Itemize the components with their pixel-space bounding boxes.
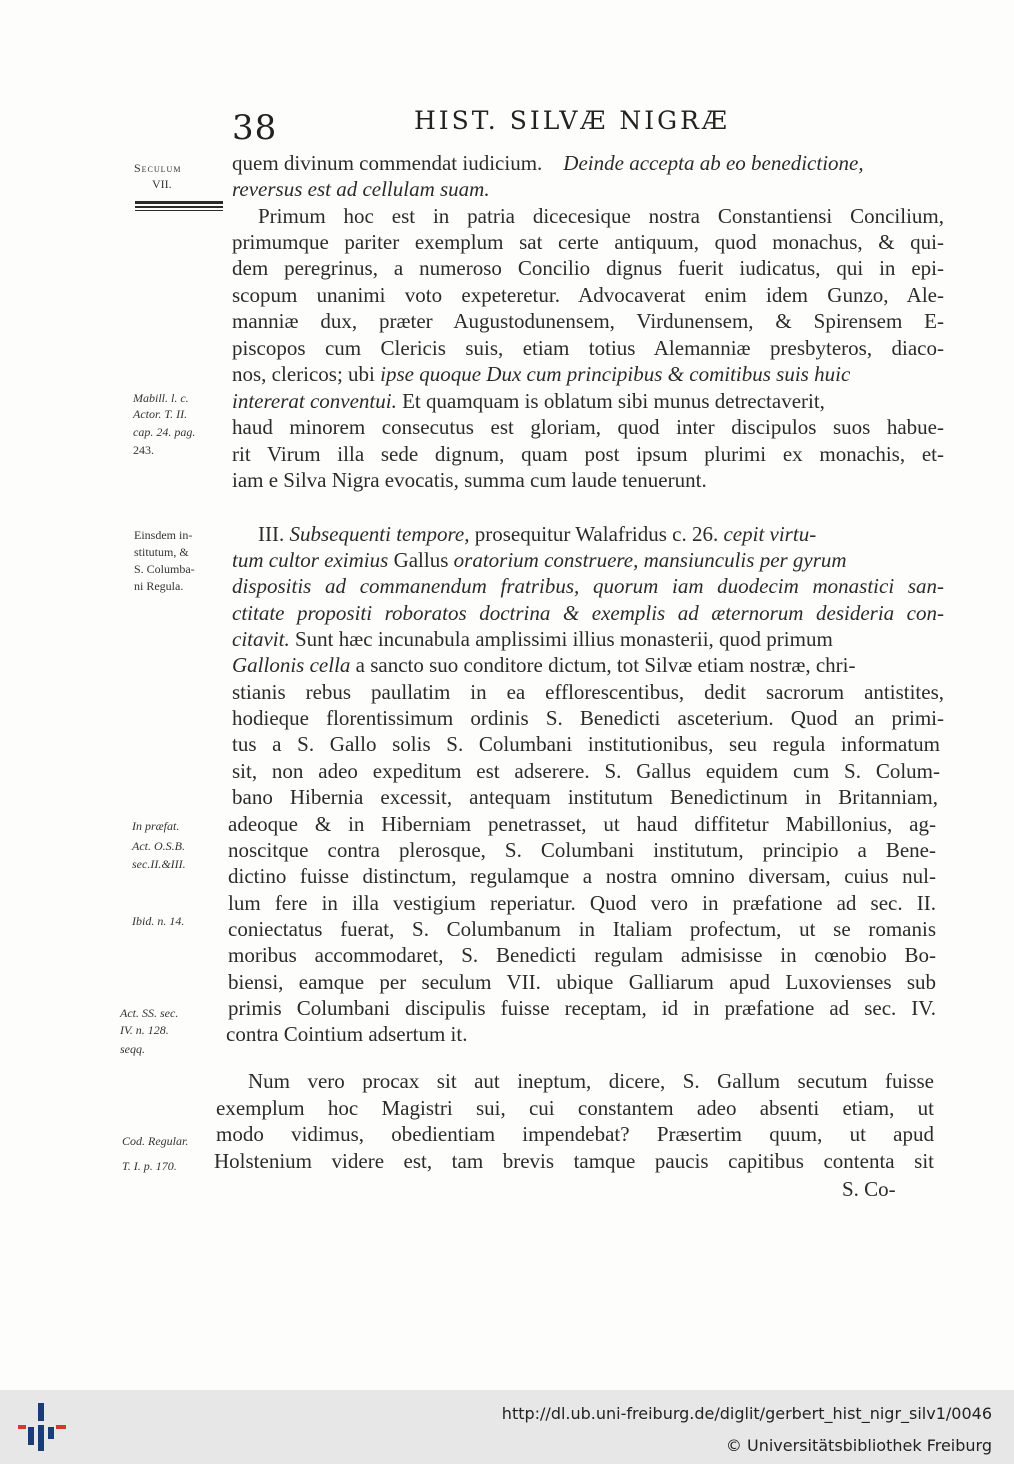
margin-note: Act. O.S.B. <box>132 839 185 853</box>
text-line: Gallonis cella a sancto suo conditore dictum, tot Silvæ etiam nostræ, chri- <box>232 653 856 677</box>
text-line: piscopos cum Clericis suis, etiam totius Alemanniæ presbyteros, diaco- <box>232 336 944 360</box>
text-line: biensi, eamque per seculum VII. ubique Galliarum apud Luxovienses sub <box>228 970 936 994</box>
text-line: tum cultor eximius Gallus oratorium construere, mansiunculis per gyrum <box>232 548 847 572</box>
margin-note: sec.II.&III. <box>132 857 186 871</box>
margin-seculum: Seculum <box>134 161 182 175</box>
margin-note: ni Regula. <box>134 579 184 593</box>
ub-freiburg-logo-icon <box>18 1403 66 1451</box>
margin-note: T. I. p. 170. <box>122 1159 177 1173</box>
margin-note: Act. SS. sec. <box>120 1006 179 1020</box>
margin-note: Actor. T. II. <box>133 407 188 421</box>
text-line: intererat conventui. Et quamquam is oblatum sibi munus detrectaverit, <box>232 389 825 413</box>
margin-note: stitutum, & <box>134 545 189 559</box>
running-title: HIST. SILVÆ NIGRÆ <box>414 106 730 135</box>
margin-note: Ibid. n. 14. <box>132 914 185 928</box>
text-line: primumque pariter exemplum sat certe antiquum, quod monachus, & qui- <box>232 230 944 254</box>
margin-rule <box>135 201 223 204</box>
text-line: stianis rebus paullatim in ea efflorescentibus, dedit sacrorum antistites, <box>232 680 944 704</box>
text-line: dictino fuisse distinctum, regulamque a nostra omnino diversam, cuius nul- <box>228 864 936 888</box>
margin-rule <box>135 210 223 211</box>
margin-note: cap. 24. pag. <box>133 425 196 439</box>
source-url-link[interactable]: http://dl.ub.uni-freiburg.de/diglit/gerbert_hist_nigr_silv1/0046 <box>501 1404 992 1423</box>
text-line: moribus accommodaret, S. Benedicti regulam admisisse in cœnobio Bo- <box>228 943 936 967</box>
text-line: noscitque contra plerosque, S. Columbani institutum, principio a Bene- <box>228 838 936 862</box>
text-line: Num vero procax sit aut ineptum, dicere, S. Gallum secutum fuisse <box>248 1069 934 1093</box>
text-line: sit, non adeo expeditum est adserere. S. Gallus equidem cum S. Colum- <box>232 759 940 783</box>
page-number: 38 <box>232 108 278 148</box>
margin-note: S. Columba- <box>134 562 195 576</box>
text-line: scopum unanimi voto expeteretur. Advocaverat enim idem Gunzo, Ale- <box>232 283 944 307</box>
margin-note: Mabill. l. c. <box>133 391 189 405</box>
text-line: quem divinum commendat iudicium. Deinde accepta ab eo benedictione, <box>232 151 864 175</box>
text-line: haud minorem consecutus est gloriam, quod inter discipulos suos habue- <box>232 415 944 439</box>
text-line: tus a S. Gallo solis S. Columbani institutionibus, seu regula informatum <box>232 732 940 756</box>
margin-note: seqq. <box>120 1042 145 1056</box>
text-line: ctitate propositi roboratos doctrina & exemplis ad æternorum desideria con- <box>232 601 944 625</box>
margin-note: Einsdem in- <box>134 528 193 542</box>
margin-rule <box>135 206 223 208</box>
margin-note: 243. <box>133 443 154 457</box>
text-line: bano Hibernia excessit, antequam institutum Benedictinum in Britanniam, <box>232 785 938 809</box>
margin-note: IV. n. 128. <box>120 1023 169 1037</box>
text-line: iam e Silva Nigra evocatis, summa cum laude tenuerunt. <box>232 468 707 492</box>
margin-seculum-number: VII. <box>152 177 172 191</box>
text-line: reversus est ad cellulam suam. <box>232 177 490 201</box>
text-line: coniectatus fuerat, S. Columbanum in Italiam profectum, ut se romanis <box>228 917 936 941</box>
text-line: modo vidimus, obedientiam impendebat? Præsertim quum, ut apud <box>216 1122 934 1146</box>
text-line: Holstenium videre est, tam brevis tamque paucis capitibus contenta sit <box>214 1149 934 1173</box>
text-line: adeoque & in Hiberniam penetrasset, ut haud diffitetur Mabillonius, ag- <box>228 812 936 836</box>
catchword: S. Co- <box>842 1177 896 1201</box>
text-line: contra Cointium adsertum it. <box>226 1022 468 1046</box>
text-line: primis Columbani discipulis fuisse receptam, id in præfatione ad sec. IV. <box>228 996 936 1020</box>
text-line: manniæ dux, præter Augustodunensem, Virdunensem, & Spirensem E- <box>232 309 944 333</box>
text-line: hodieque florentissimum ordinis S. Benedicti asceterium. Quod an primi- <box>232 706 944 730</box>
margin-note: In præfat. <box>132 819 180 833</box>
text-line: nos, clericos; ubi ipse quoque Dux cum principibus & comitibus suis huic <box>232 362 851 386</box>
text-line: Primum hoc est in patria dicecesique nostra Constantiensi Concilium, <box>258 204 944 228</box>
text-line: dem peregrinus, a numeroso Concilio dignus fuerit iudicatus, qui in epi- <box>232 256 944 280</box>
text-line: dispositis ad commanendum fratribus, quorum iam duodecim monastici san- <box>232 574 944 598</box>
copyright-notice: © Universitätsbibliothek Freiburg <box>725 1436 992 1455</box>
margin-note: Cod. Regular. <box>122 1134 189 1148</box>
text-line: III. Subsequenti tempore, prosequitur Walafridus c. 26. cepit virtu- <box>258 522 817 546</box>
text-line: exemplum hoc Magistri sui, cui constantem adeo absenti etiam, ut <box>216 1096 934 1120</box>
text-line: rit Virum illa sede dignum, quam post ipsum plurimi ex monachis, et- <box>232 442 944 466</box>
text-line: lum fere in illa vestigium reperiatur. Quod vero in præfatione ad sec. II. <box>228 891 936 915</box>
text-line: citavit. Sunt hæc incunabula amplissimi illius monasterii, quod primum <box>232 627 833 651</box>
